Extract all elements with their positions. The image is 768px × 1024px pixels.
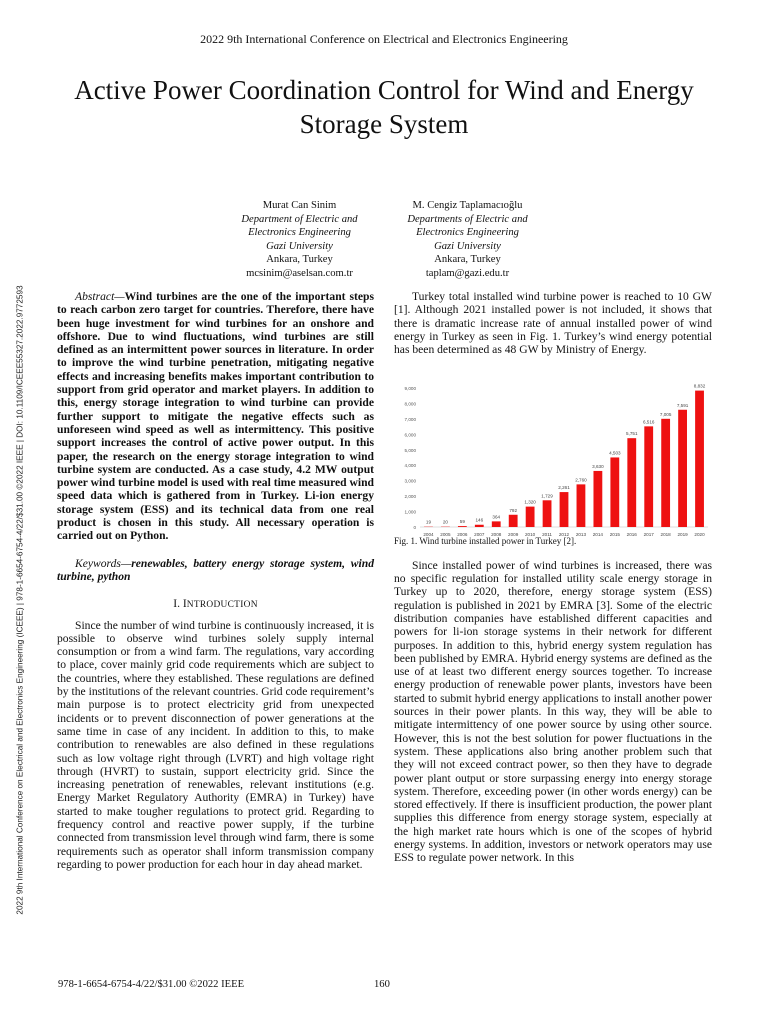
doi-sidebar-text: 2022 9th International Conference on Electrical and Electronics Engineering (ICEEE) | 978-1-6654-6754-4/22/$31.00 ©2022 IEEE | DOI: 10.1109/ICEEE55327.2022.9772593 [15, 285, 25, 915]
x-tick-label: 2009 [508, 532, 519, 537]
bar [543, 500, 552, 527]
bar [661, 419, 670, 527]
bar [560, 492, 569, 527]
bar-data-label: 5,751 [626, 431, 638, 437]
abstract-lead: Abstract— [75, 290, 125, 303]
paper-title: Active Power Coordination Control for Wind and Energy Storage System [74, 75, 694, 139]
x-tick-label: 2015 [609, 532, 620, 537]
section-heading [57, 597, 374, 612]
author-university: Gazi University [434, 240, 501, 252]
body-paragraph-2: Since installed power of wind turbines is increased, there was no specific regulation for installed utility scale energy storage in Turkey up to 2020, therefore, energy storage system (ESS) regulation is published in 2021 by EMRA [3]. Some of the electric distribution companies have established different capacities and powers for li-ion storage systems in their network for different purposes. In addition to this, hybrid energy system regulation has been published by EMRA. Hybrid energy systems are defined as the use of at least two different energy sources together. To increase energy production of renewable power plants, investors have been started to submit hybrid energy applications to install another power sources in their power plants. In this way, they will be able to mitigate intermittency of one power source by using other source. However, this is not the best solution for power fluctuations in the system. These applications also bring another problem such that they will not exceed contract power, so then they have to degrade power plant output or store surpassing energy into energy storage system. Therefore, exceeding power (in other words energy) can be stored effectively. If there is insufficient production, the power plant supplies this difference from energy storage system, especially at the high market rate hours which is one of the scopes of hybrid energy systems. In addition, investors or network operators may use ESS to regulate power network. In this [394, 558, 712, 865]
section-title-initial: I [182, 597, 187, 611]
bar [695, 391, 704, 527]
left-column [57, 290, 374, 871]
author-department-line2: Electronics Engineering [248, 227, 351, 239]
bar-data-label: 1,320 [524, 499, 536, 505]
author-email: mcsinim@aselsan.com.tr [246, 267, 353, 279]
author-location: Ankara, Turkey [266, 254, 333, 266]
x-tick-label: 2004 [423, 532, 434, 537]
x-tick-label: 2013 [575, 532, 587, 537]
x-tick-label: 2014 [592, 532, 603, 537]
intro-paragraph: Since the number of wind turbine is continuously increased, it is possible to observe wind turbines solely supply internal consumption or from a wind farm. The regulations, vary according to place, cover mainly grid code requirements which are subject to the countries, where they established. These regulations are defined by the institutions of the relevant countries. Grid code requirement’s main purpose is to protect electricity grid from unexpected incidents or to prevent disconnection of power generations at the same time in case of any incident. In addition to this, to make contribution to renewables are also defined in these regulations such as low voltage right through (LVRT) and high voltage right through (HVRT) to sustain, support electricity grid. Since the increasing penetration of renewables, relevant institutions (e.g. Energy Market Regulatory Authority (EMRA) in Turkey) have started to make tougher regulations to protect grid. Regarding to frequency control and reactive power supply, if the turbine connected from transmission level through wind farm, there is some requirements such as operator shall inform transmission company regarding to power production for each hour in day ahead market. [57, 618, 374, 871]
bar [627, 438, 636, 527]
author-block-1 [212, 199, 387, 281]
footer-isbn: 978-1-6654-6754-4/22/$31.00 ©2022 IEEE [58, 979, 245, 990]
bar [610, 457, 619, 527]
author-department: Department of Electric and [241, 213, 358, 225]
bar-data-label: 7,005 [659, 411, 672, 417]
author-department-line2: Electronics Engineering [416, 227, 519, 239]
bar [678, 410, 687, 527]
figure-caption: Fig. 1. Wind turbine installed power in Turkey [2]. [394, 536, 577, 547]
author-university: Gazi University [266, 240, 333, 252]
y-tick-label: 7,000 [404, 416, 416, 422]
bar-data-label: 4,503 [609, 450, 621, 456]
x-tick-label: 2007 [474, 532, 485, 537]
x-tick-label: 2005 [440, 532, 451, 537]
x-tick-label: 2017 [643, 532, 654, 537]
bar [509, 515, 518, 527]
bar [593, 471, 602, 527]
bar-data-label: 2,760 [575, 477, 587, 483]
abstract-text: Wind turbines are the one of the important steps to reach carbon zero target for countries. Therefore, there have been huge investment for wind turbines for an onshore and offshore. Due to wind fluctuations, wind turbines are still defined as an intermittent power sources in literature. In order to improve the wind turbine penetration, mitigating negative effects and increasing benefits makes important contribution to support from grid operator and market players. In addition to this, energy storage integration to wind turbine can provide further support to mitigate the negative effects such as unforeseen wind speed as well as intermittency. This positive support increases the control of active power output. In this paper, the research on the energy storage integration to wind turbine system are conducted. As a case study, 4.2 MW output power wind turbine model is used with real time measured wind speed data which is gathered from in Turkey. Li-ion energy storage system (ESS) and its technical data from one real product is chosen in this study. All necessary operation is carried out on Python. [57, 290, 374, 543]
bar-data-label: 6,516 [642, 419, 655, 425]
keywords [57, 557, 374, 584]
bar [644, 426, 653, 527]
y-tick-label: 6,000 [404, 432, 416, 438]
abstract [57, 290, 374, 543]
x-tick-label: 2016 [626, 532, 637, 537]
y-tick-label: 2,000 [404, 494, 416, 500]
author-name: M. Cengiz Taplamacıoğlu [412, 200, 523, 211]
bar-data-label: 364 [492, 514, 501, 520]
author-name: Murat Can Sinim [262, 200, 337, 211]
y-tick-label: 0 [413, 525, 416, 530]
bar-data-label: 792 [509, 507, 518, 513]
page-number: 160 [374, 979, 390, 990]
wind-power-bar-chart [394, 378, 712, 543]
y-tick-label: 1,000 [404, 509, 416, 515]
bar-data-label: 7,591 [676, 402, 689, 408]
author-email: taplam@gazi.edu.tr [425, 267, 510, 279]
x-tick-label: 2011 [542, 532, 553, 537]
y-tick-label: 3,000 [404, 478, 416, 484]
bar [458, 526, 467, 527]
y-tick-label: 8,000 [404, 401, 416, 407]
bar [526, 507, 535, 527]
bar-data-label: 8,832 [693, 383, 706, 389]
author-location: Ankara, Turkey [434, 254, 501, 266]
bar [492, 521, 501, 527]
x-tick-label: 2010 [525, 532, 536, 537]
section-number: I. [173, 597, 180, 611]
bar-data-label: 2,261 [558, 485, 570, 491]
right-column [394, 290, 712, 865]
bar [577, 484, 586, 527]
bar-data-label: 19 [425, 519, 432, 525]
x-tick-label: 2006 [457, 532, 468, 537]
section-title-rest: NTRODUCTION [186, 600, 258, 611]
y-tick-label: 9,000 [404, 386, 416, 391]
bar-data-label: 20 [442, 519, 448, 525]
bar-data-label: 3,630 [592, 463, 604, 469]
doi-sidebar [10, 225, 30, 975]
author-department: Departments of Electric and [407, 213, 528, 225]
bar-data-label: 59 [459, 519, 465, 525]
author-block-2 [380, 199, 555, 281]
bar-data-label: 1,729 [541, 493, 553, 499]
bar [475, 525, 484, 527]
bar-data-label: 146 [475, 517, 484, 523]
x-tick-label: 2018 [660, 532, 671, 537]
x-tick-label: 2008 [491, 532, 502, 537]
body-paragraph-1: Turkey total installed wind turbine power is reached to 10 GW [1]. Although 2021 installed power is not included, it shows that there is dramatic increase rate of annual installed power of wind energy in Turkey as seen in Fig. 1. Turkey’s wind energy potential has been determined as 48 GW by Ministry of Energy. [394, 290, 712, 357]
y-tick-label: 5,000 [404, 447, 416, 453]
x-tick-label: 2020 [694, 532, 705, 537]
x-tick-label: 2019 [677, 532, 688, 537]
keywords-lead: Keywords— [75, 556, 132, 570]
x-tick-label: 2012 [558, 532, 570, 537]
keywords-text: renewables, battery energy storage system, wind turbine, python [57, 556, 374, 583]
y-tick-label: 4,000 [404, 463, 416, 469]
conference-header: 2022 9th International Conference on Electrical and Electronics Engineering [200, 32, 568, 46]
